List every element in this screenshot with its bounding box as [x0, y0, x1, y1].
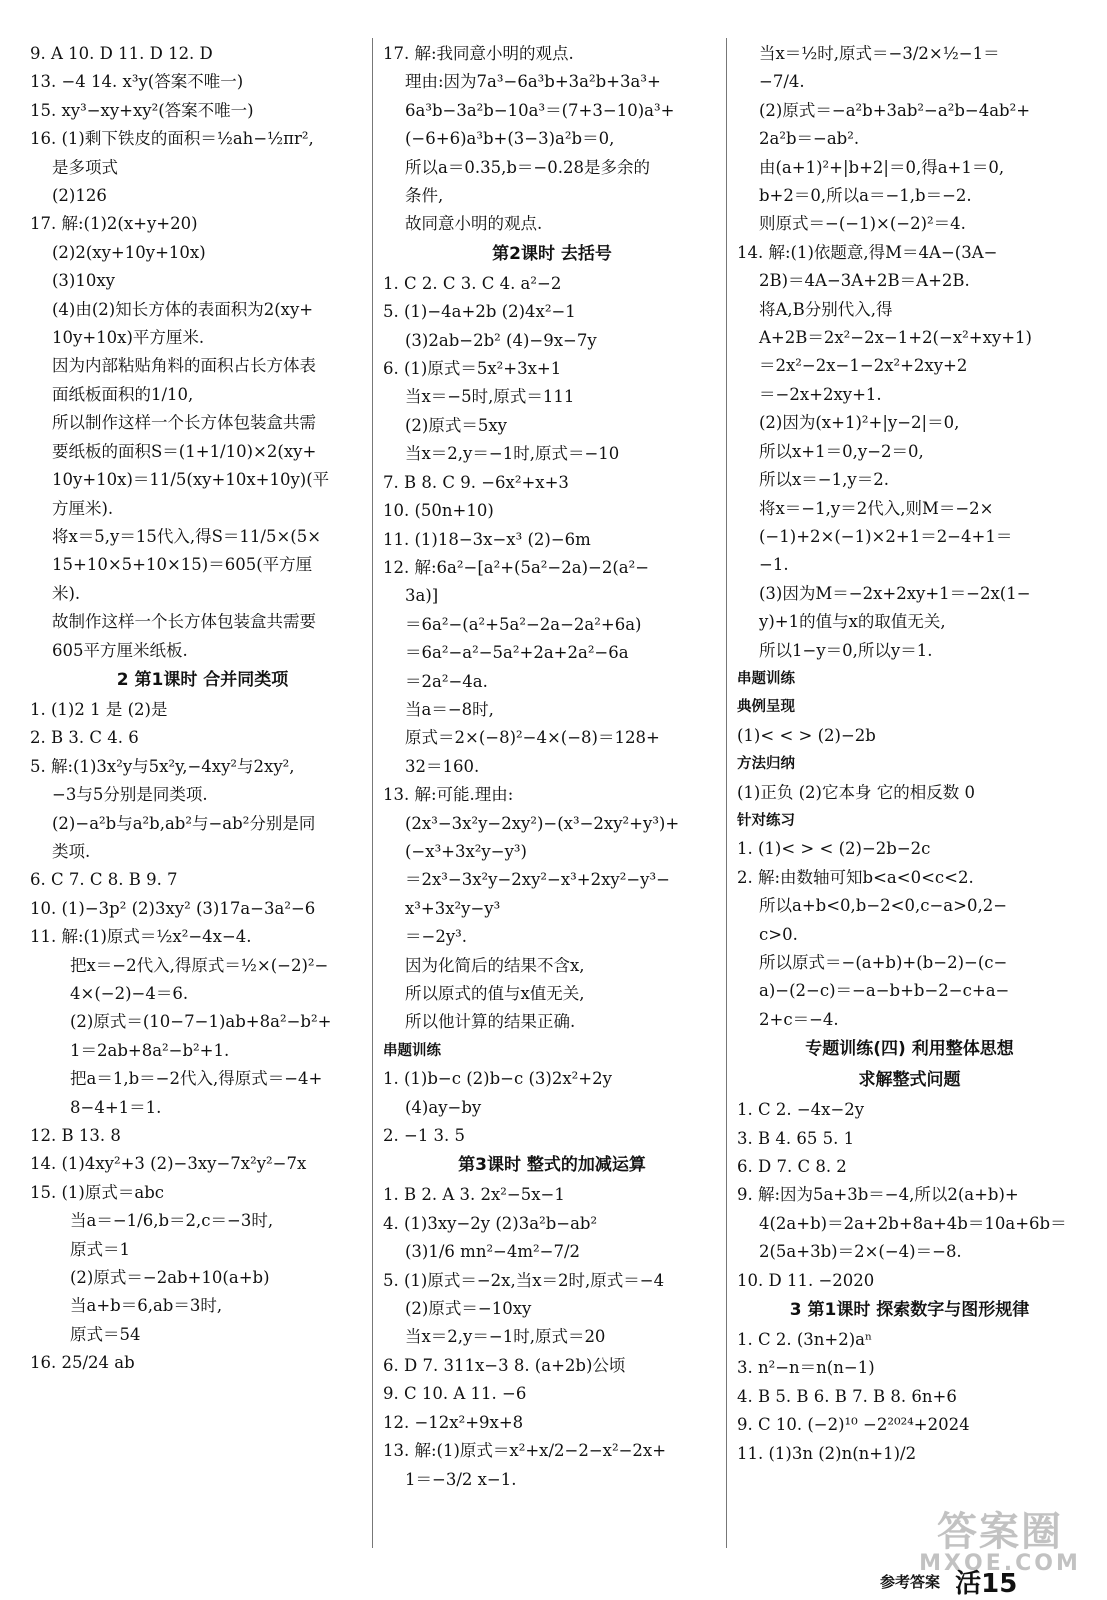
answer-line: 15+10×5+10×15)＝605(平方厘 — [52, 555, 313, 575]
answer-line: 10y+10x)平方厘米. — [52, 328, 205, 348]
section-heading: 专题训练(四) 利用整体思想 — [805, 1039, 1014, 1060]
answer-line: 4. B 5. B 6. B 7. B 8. 6n+6 — [737, 1386, 957, 1406]
answer-line: A+2B＝2x²−2x−1+2(−x²+xy+1) — [759, 328, 1032, 348]
answer-line: 14. 解:(1)依题意,得M＝4A−(3A− — [737, 242, 998, 262]
answer-line: 米). — [52, 583, 81, 603]
answer-line: (4)由(2)知长方体的表面积为2(xy+ — [52, 299, 314, 319]
section-heading: 2 第1课时 合并同类项 — [116, 669, 289, 690]
subsection-label: 方法归纳 — [737, 756, 795, 773]
answer-line: (2)−a²b与a²b,ab²与−ab²分别是同 — [52, 813, 316, 833]
answer-line: y)+1的值与x的取值无关, — [759, 612, 946, 632]
answer-line: 当a＝−8时, — [405, 699, 494, 719]
answer-line: 12. 解:6a²−[a²+(5a²−2a)−2(a²− — [383, 557, 650, 577]
answer-line: 5. (1)−4a+2b (2)4x²−1 — [383, 302, 576, 322]
answer-line: (2)原式＝5xy — [405, 415, 507, 435]
answer-line: 因为内部粘贴角料的面积占长方体表 — [52, 356, 316, 376]
answer-line: 因为化简后的结果不含x, — [405, 955, 585, 975]
answer-line: −3与5分别是同类项. — [52, 785, 208, 805]
answer-line: 17. 解:我同意小明的观点. — [383, 44, 574, 63]
answer-line: 1. C 2. C 3. C 4. a²−2 — [383, 273, 562, 293]
answer-line: 面纸板面积的1/10, — [52, 384, 194, 404]
answer-line: 32＝160. — [405, 756, 480, 776]
answer-line: 5. 解:(1)3x²y与5x²y,−4xy²与2xy², — [30, 756, 295, 776]
answer-line: 1. C 2. −4x−2y — [737, 1100, 865, 1120]
answer-line: (3)10xy — [52, 271, 115, 291]
answer-line: 2a²b＝−ab². — [759, 129, 860, 149]
answer-line: 原式＝1 — [70, 1239, 130, 1259]
answer-line: 13. 解:(1)原式＝x²+x/2−2−x²−2x+ — [383, 1441, 667, 1461]
answer-line: 11. (1)18−3x−x³ (2)−6m — [383, 529, 591, 549]
answer-line: 1. B 2. A 3. 2x²−5x−1 — [383, 1185, 565, 1205]
answer-line: 理由:因为7a³−6a³b+3a²b+3a³+ — [405, 72, 661, 92]
answer-line: 10. (1)−3p² (2)3xy² (3)17a−3a²−6 — [30, 898, 316, 918]
answer-line: 故制作这样一个长方体包装盒共需要 — [52, 612, 316, 632]
answer-column-middle — [383, 40, 721, 1494]
answer-line: 当x＝½时,原式＝−3/2×½−1＝ — [759, 44, 1000, 63]
answer-line: 将x＝5,y＝15代入,得S＝11/5×(5× — [52, 526, 322, 546]
page-number: 活15 — [955, 1569, 1018, 1599]
answer-line: a)−(2−c)＝−a−b+b−2−c+a− — [759, 981, 1010, 1001]
answer-line: (1)正负 (2)它本身 它的相反数 0 — [737, 782, 975, 802]
subsection-label: 针对练习 — [737, 812, 795, 829]
answer-line: (2)原式＝−a²b+3ab²−a²b−4ab²+ — [759, 100, 1031, 120]
subsection-label: 串题训练 — [383, 1042, 441, 1059]
answer-line: (2)原式＝−2ab+10(a+b) — [70, 1268, 270, 1288]
answer-line: (3)1/6 mn²−4m²−7/2 — [405, 1242, 581, 1262]
answer-line: 2B)＝4A−3A+2B＝A+2B. — [759, 271, 970, 291]
answer-line: 9. C 10. A 11. −6 — [383, 1384, 527, 1404]
answer-line: 11. (1)3n (2)n(n+1)/2 — [737, 1443, 917, 1463]
answer-line: −7/4. — [759, 72, 805, 92]
answer-line: 6. D 7. C 8. 2 — [737, 1157, 847, 1177]
answer-line: 类项. — [52, 841, 91, 861]
answer-line: 12. B 13. 8 — [30, 1126, 121, 1146]
answer-line: 8−4+1＝1. — [70, 1097, 162, 1117]
answer-line: (1)< < > (2)−2b — [737, 725, 876, 745]
section-heading: 3 第1课时 探索数字与图形规律 — [789, 1300, 1030, 1321]
answer-line: b+2＝0,所以a＝−1,b＝−2. — [759, 186, 972, 206]
answer-line: 当a＝−1/6,b＝2,c＝−3时, — [70, 1211, 274, 1231]
answer-line: 1. (1)2 1 是 (2)是 — [30, 699, 168, 719]
answer-line: 12. −12x²+9x+8 — [383, 1412, 524, 1432]
answer-line: 11. 解:(1)原式＝½x²−4x−4. — [30, 927, 252, 947]
answer-line: 则原式＝−(−1)×(−2)²＝4. — [759, 214, 966, 234]
answer-line: 1. (1)b−c (2)b−c (3)2x²+2y — [383, 1069, 612, 1089]
answer-line: 4(2a+b)＝2a+2b+8a+4b＝10a+6b＝ — [759, 1213, 1067, 1233]
answer-line: 当x＝2,y＝−1时,原式＝20 — [405, 1327, 606, 1347]
answer-line: 当x＝2,y＝−1时,原式＝−10 — [405, 444, 620, 464]
answer-line: 1. (1)< > < (2)−2b−2c — [737, 839, 931, 859]
answer-line: c>0. — [759, 924, 798, 944]
answer-line: (−1)+2×(−1)×2+1＝2−4+1＝ — [759, 526, 1013, 546]
answer-line: (2)126 — [52, 186, 107, 206]
answer-line: 1. C 2. (3n+2)aⁿ — [737, 1330, 873, 1350]
answer-line: (3)2ab−2b² (4)−9x−7y — [405, 330, 597, 350]
answer-line: ＝6a²−a²−5a²+2a+2a²−6a — [405, 643, 629, 663]
answer-line: 6. D 7. 311x−3 8. (a+2b)公顷 — [383, 1355, 626, 1375]
answer-line: 6. (1)原式＝5x²+3x+1 — [383, 359, 562, 379]
watermark-url: MXQE.COM — [919, 1551, 1081, 1576]
page-footer — [880, 1563, 1100, 1600]
answer-line: 10. (50n+10) — [383, 501, 494, 521]
answer-line: 2(5a+3b)＝2×(−4)＝−8. — [759, 1242, 962, 1262]
answer-line: 原式＝54 — [70, 1324, 141, 1344]
answer-line: 16. 25/24 ab — [30, 1353, 135, 1373]
answer-line: 9. A 10. D 11. D 12. D — [30, 44, 213, 63]
answer-line: (2)原式＝(10−7−1)ab+8a²−b²+ — [70, 1012, 332, 1032]
subsection-label: 串题训练 — [737, 670, 795, 687]
answer-line: 9. 解:因为5a+3b＝−4,所以2(a+b)+ — [737, 1185, 1019, 1205]
answer-line: (−x³+3x²y−y³) — [405, 841, 527, 861]
subsection-label: 典例呈现 — [737, 699, 795, 716]
answer-line: −1. — [759, 555, 789, 575]
answer-line: 所以x＝−1,y＝2. — [759, 470, 889, 490]
answer-line: 4. (1)3xy−2y (2)3a²b−ab² — [383, 1213, 598, 1233]
answer-line: 方厘米). — [52, 498, 114, 518]
answer-line: 2+c＝−4. — [759, 1009, 839, 1029]
answer-line: 3a)] — [405, 586, 439, 606]
answer-line: 由(a+1)²+|b+2|＝0,得a+1＝0, — [759, 157, 1005, 177]
answer-line: 14. (1)4xy²+3 (2)−3xy−7x²y²−7x — [30, 1154, 307, 1174]
answer-line: 6a³b−3a²b−10a³＝(7+3−10)a³+ — [405, 100, 675, 120]
answer-line: (−6+6)a³b+(3−3)a²b＝0, — [405, 129, 615, 149]
section-heading: 求解整式问题 — [858, 1070, 961, 1091]
answer-line: 所以制作这样一个长方体包装盒共需 — [52, 413, 316, 433]
answer-line: 605平方厘米纸板. — [52, 640, 188, 660]
watermark-text: 答案圈 — [937, 1509, 1063, 1555]
answer-line: ＝2x³−3x²y−2xy²−x³+2xy²−y³− — [405, 870, 670, 890]
answer-line: 条件, — [405, 186, 444, 206]
answer-line: (4)ay−by — [405, 1097, 482, 1117]
answer-line: 2. 解:由数轴可知b<a<0<c<2. — [737, 867, 974, 887]
answer-line: 9. C 10. (−2)¹⁰ −2²⁰²⁴+2024 — [737, 1415, 970, 1435]
answer-line: 2. B 3. C 4. 6 — [30, 728, 139, 748]
column-divider — [726, 38, 727, 1548]
answer-line: 6. C 7. C 8. B 9. 7 — [30, 870, 178, 890]
answer-line: 5. (1)原式＝−2x,当x＝2时,原式＝−4 — [383, 1270, 665, 1290]
answer-line: 1＝2ab+8a²−b²+1. — [70, 1040, 230, 1060]
footer-label: 参考答案 — [880, 1573, 941, 1591]
answer-line: x³+3x²y−y³ — [405, 898, 501, 918]
answer-line: 17. 解:(1)2(x+y+20) — [30, 214, 198, 234]
answer-line: 4×(−2)−4＝6. — [70, 984, 189, 1003]
answer-line: 所以a＝0.35,b＝−0.28是多余的 — [405, 157, 650, 177]
answer-line: 把x＝−2代入,得原式＝½×(−2)²− — [70, 955, 329, 975]
answer-line: 15. (1)原式＝abc — [30, 1182, 164, 1202]
answer-line: 原式＝2×(−8)²−4×(−8)＝128+ — [405, 728, 660, 748]
answer-line: 所以a+b<0,b−2<0,c−a>0,2− — [759, 896, 1008, 916]
answer-line: 所以原式的值与x值无关, — [405, 984, 585, 1003]
answer-line: ＝6a²−(a²+5a²−2a−2a²+6a) — [405, 614, 642, 634]
answer-line: 当x＝−5时,原式＝111 — [405, 387, 575, 407]
answer-column-right — [737, 40, 1082, 1468]
answer-line: 所以他计算的结果正确. — [405, 1012, 576, 1032]
answer-line: 2. −1 3. 5 — [383, 1126, 466, 1146]
answer-line: 3. n²−n＝n(n−1) — [737, 1358, 875, 1378]
answer-column-left — [30, 40, 375, 1378]
answer-line: 当a+b＝6,ab＝3时, — [70, 1296, 223, 1316]
answer-line: 13. 解:可能.理由: — [383, 785, 514, 805]
answer-line: (2)2(xy+10y+10x) — [52, 242, 206, 262]
answer-line: ＝−2x+2xy+1. — [759, 384, 882, 404]
section-heading: 第3课时 整式的加减运算 — [458, 1155, 646, 1176]
answer-line: 是多项式 — [52, 157, 118, 177]
answer-line: 13. −4 14. x³y(答案不唯一) — [30, 72, 244, 92]
answer-line: 1＝−3/2 x−1. — [405, 1469, 517, 1489]
answer-line: (2)因为(x+1)²+|y−2|＝0, — [759, 413, 960, 433]
answer-line: 3. B 4. 65 5. 1 — [737, 1128, 855, 1148]
answer-line: 10y+10x)＝11/5(xy+10x+10y)(平 — [52, 470, 330, 490]
answer-line: 10. D 11. −2020 — [737, 1270, 875, 1290]
answer-line: 7. B 8. C 9. −6x²+x+3 — [383, 472, 569, 492]
answer-line: (2)原式＝−10xy — [405, 1299, 532, 1319]
answer-line: ＝2x²−2x−1−2x²+2xy+2 — [759, 356, 968, 376]
answer-line: 把a＝1,b＝−2代入,得原式＝−4+ — [70, 1069, 323, 1089]
answer-line: 要纸板的面积S＝(1+1/10)×2(xy+ — [52, 441, 317, 461]
answer-line: 故同意小明的观点. — [405, 214, 543, 234]
section-heading: 第2课时 去括号 — [492, 243, 612, 264]
answer-line: 将x＝−1,y＝2代入,则M＝−2× — [759, 498, 994, 518]
answer-line: 所以x+1＝0,y−2＝0, — [759, 441, 924, 461]
answer-line: (2x³−3x²y−2xy²)−(x³−2xy²+y³)+ — [405, 813, 680, 833]
answer-line: 15. xy³−xy+xy²(答案不唯一) — [30, 100, 254, 120]
answer-line: 16. (1)剩下铁皮的面积＝½ah−½πr², — [30, 129, 314, 149]
answer-line: ＝2a²−4a. — [405, 671, 488, 691]
answer-line: 所以原式＝−(a+b)+(b−2)−(c− — [759, 953, 1008, 972]
column-divider — [372, 38, 373, 1548]
answer-line: 将A,B分别代入,得 — [759, 299, 893, 319]
answer-line: ＝−2y³. — [405, 927, 468, 947]
answer-line: 所以1−y＝0,所以y＝1. — [759, 640, 933, 660]
answer-line: (3)因为M＝−2x+2xy+1＝−2x(1− — [759, 583, 1031, 603]
